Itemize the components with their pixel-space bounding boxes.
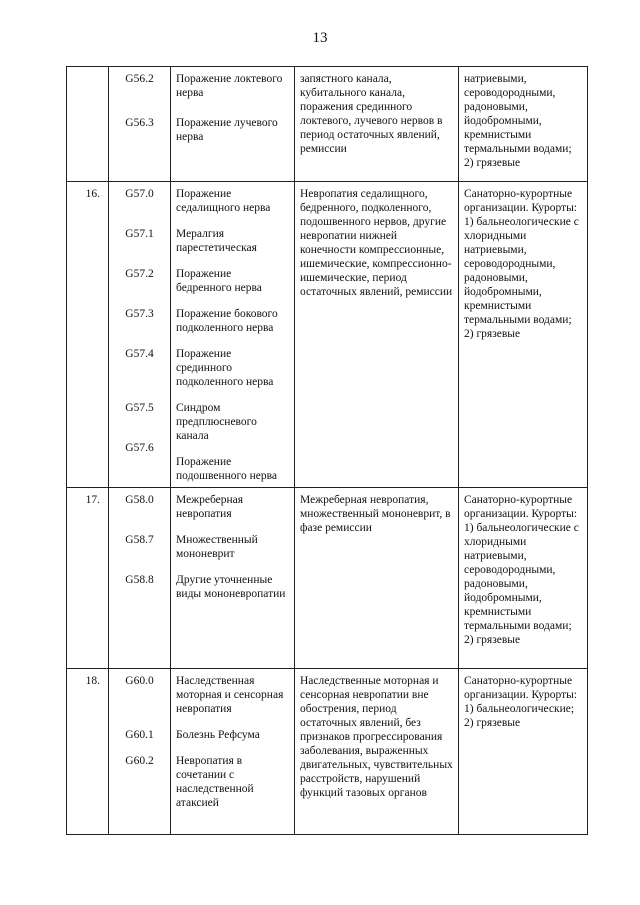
treatment-cell: Санаторно-курортные организации. Курорты: 1) бальнеологические; 2) грязевые xyxy=(459,669,588,835)
icd-codes-cell xyxy=(109,67,171,182)
diagnosis-names-cell xyxy=(171,67,295,182)
diagnosis-names-cell xyxy=(171,182,295,488)
diagnosis-name: Наследственная моторная и сенсорная невропатия xyxy=(176,675,284,715)
diagnosis-names-cell xyxy=(171,488,295,669)
diagnosis-name: Поражение бокового подколенного нерва xyxy=(176,308,278,334)
diagnosis-name: Невропатия в сочетании с наследственной атаксией xyxy=(176,755,254,809)
diagnosis-name: Поражение лучевого нерва xyxy=(176,117,278,143)
condition-cell: Невропатия седалищного, бедренного, подколенного, подошвенного нервов, другие невропатии нижней конечности компрессионные, ишемические, компрессионно-ишемические, период остаточных явлений, ремиссии xyxy=(295,182,459,488)
condition-cell: Межреберная невропатия, множественный мононеврит, в фазе ремиссии xyxy=(295,488,459,669)
diagnosis-name: Поражение подошвенного нерва xyxy=(176,456,278,482)
row-number: 18. xyxy=(67,669,109,835)
diagnosis-name: Множественный мононеврит xyxy=(176,534,258,560)
icd-code: G57.1 xyxy=(125,228,154,240)
diagnosis-name: Другие уточненные виды мононевропатии xyxy=(176,574,286,600)
treatment-cell: натриевыми, сероводородными, радоновыми, йодобромными, кремнистыми термальными водами; 2) грязевые xyxy=(459,67,588,182)
icd-codes-cell xyxy=(109,669,171,835)
icd-code: G57.2 xyxy=(125,268,154,280)
icd-code: G57.6 xyxy=(125,442,154,454)
treatment-cell: Санаторно-курортные организации. Курорты: 1) бальнеологические с хлоридными натриевыми, сероводородными, радоновыми, йодобромными, кремнистыми термальными водами; 2) грязевые xyxy=(459,182,588,488)
icd-code: G60.0 xyxy=(125,675,154,687)
icd-code: G58.0 xyxy=(125,494,154,506)
icd-code: G60.2 xyxy=(125,755,154,767)
treatment-cell: Санаторно-курортные организации. Курорты: 1) бальнеологические с хлоридными натриевыми, сероводородными, радоновыми, йодобромными, кремнистыми термальными водами; 2) грязевые xyxy=(459,488,588,669)
diagnosis-name: Синдром предплюсневого канала xyxy=(176,402,257,442)
icd-codes-cell xyxy=(109,182,171,488)
table-row xyxy=(67,182,588,488)
diagnosis-name: Поражение локтевого нерва xyxy=(176,73,283,99)
diagnosis-names-cell xyxy=(171,669,295,835)
row-number: 17. xyxy=(67,488,109,669)
diagnosis-name: Поражение седалищного нерва xyxy=(176,188,271,214)
condition-cell: Наследственные моторная и сенсорная невропатии вне обострения, период остаточных явлений, без признаков прогрессирования заболевания, выраженных двигательных, чувствительных расстройств, нарушений функций тазовых органов xyxy=(295,669,459,835)
row-number xyxy=(67,67,109,182)
condition-cell: запястного канала, кубитального канала, поражения срединного локтевого, лучевого нервов в период остаточных явлений, ремиссии xyxy=(295,67,459,182)
table-row xyxy=(67,488,588,669)
diagnosis-name: Мералгия парестетическая xyxy=(176,228,257,254)
icd-code: G57.3 xyxy=(125,308,154,320)
diagnosis-name: Болезнь Рефсума xyxy=(176,729,260,741)
icd-code: G56.3 xyxy=(125,117,154,129)
icd-code: G58.8 xyxy=(125,574,154,586)
icd-code: G57.4 xyxy=(125,348,154,360)
row-number: 16. xyxy=(67,182,109,488)
icd-code: G57.0 xyxy=(125,188,154,200)
icd-code: G57.5 xyxy=(125,402,154,414)
resort-indications-table xyxy=(66,66,588,835)
diagnosis-name: Межреберная невропатия xyxy=(176,494,244,520)
icd-code: G56.2 xyxy=(125,73,154,85)
diagnosis-name: Поражение бедренного нерва xyxy=(176,268,262,294)
icd-codes-cell xyxy=(109,488,171,669)
page-number: 13 xyxy=(312,30,328,46)
table-row xyxy=(67,669,588,835)
icd-code: G60.1 xyxy=(125,729,154,741)
table-row xyxy=(67,67,588,182)
icd-code: G58.7 xyxy=(125,534,154,546)
diagnosis-name: Поражение срединного подколенного нерва xyxy=(176,348,274,388)
